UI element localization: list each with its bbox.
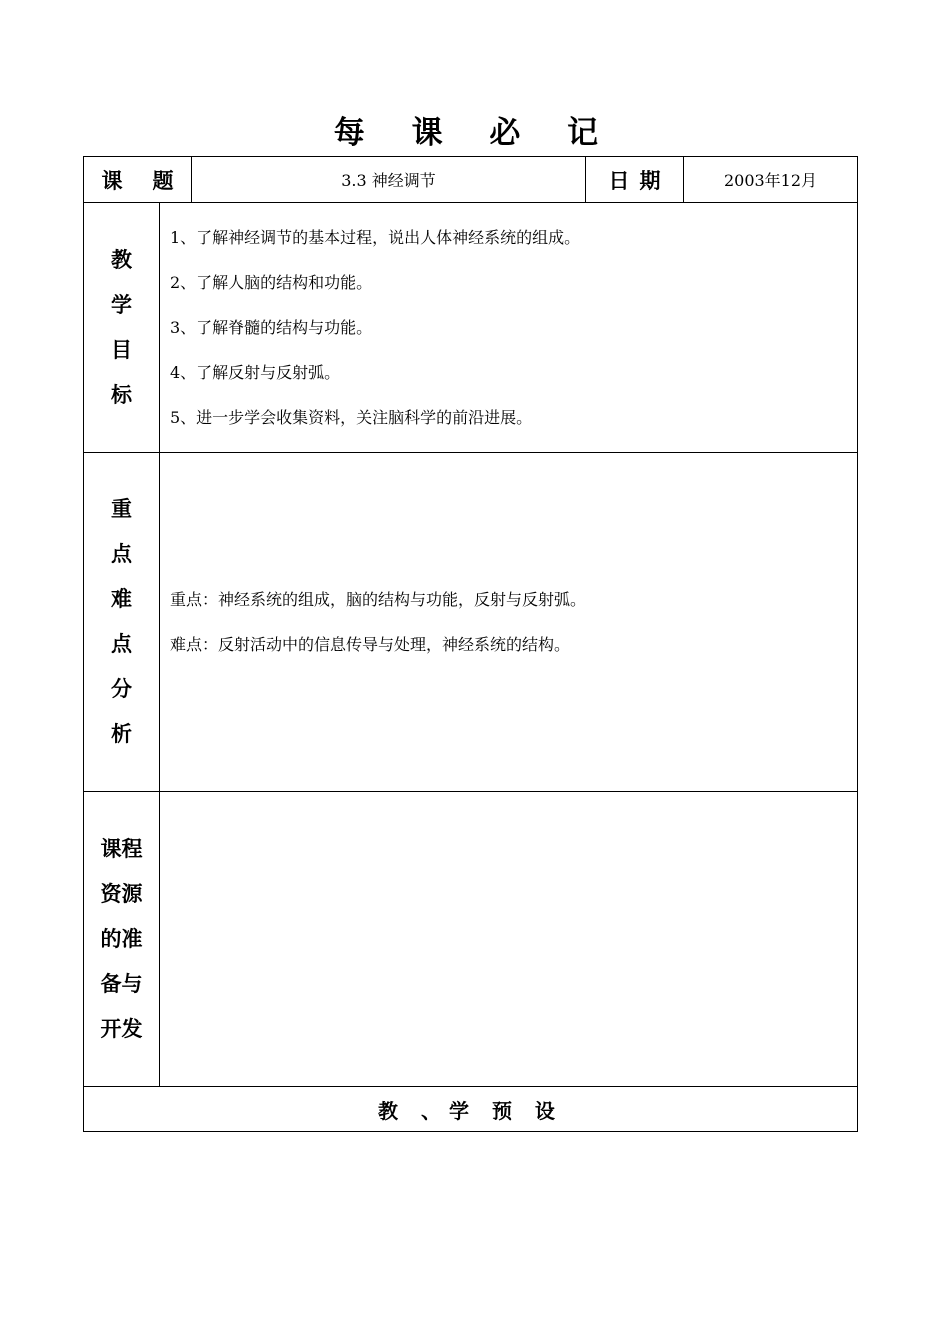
teaching-plan-heading: 教 、学 预 设 xyxy=(84,1087,858,1132)
resources-label xyxy=(84,792,160,1087)
header-row xyxy=(84,157,858,203)
resources-label-line: 资源 xyxy=(100,881,143,906)
key-points-label-char: 分 xyxy=(111,677,132,701)
resources-row xyxy=(84,792,858,1087)
objective-item: 4、了解反射与反射弧。 xyxy=(170,363,341,382)
objective-item: 1、了解神经调节的基本过程，说出人体神经系统的组成。 xyxy=(170,228,581,247)
objective-item: 2、了解人脑的结构和功能。 xyxy=(170,273,373,292)
objectives-label-char: 教 xyxy=(111,247,132,272)
objective-item: 3、了解脊髓的结构与功能。 xyxy=(170,318,373,337)
key-point-focus: 重点：神经系统的组成，脑的结构与功能，反射与反射弧。 xyxy=(170,590,587,609)
resources-label-line: 备与 xyxy=(100,971,143,996)
topic-label xyxy=(84,157,192,203)
date-label: 日期 xyxy=(586,157,684,203)
key-points-label xyxy=(84,453,160,792)
objectives-label-char: 目 xyxy=(111,337,132,362)
objectives-label xyxy=(84,203,160,453)
page-title: 每 课 必 记 xyxy=(333,115,617,151)
key-points-label-char: 点 xyxy=(111,542,132,566)
topic-label-char-1: 课 xyxy=(101,168,123,193)
objectives-label-char: 学 xyxy=(111,292,132,317)
key-points-row xyxy=(84,453,858,792)
lesson-record-table xyxy=(83,156,858,1132)
resources-label-line: 的准 xyxy=(100,926,143,951)
topic-value: 3.3 神经调节 xyxy=(192,157,586,203)
resources-content xyxy=(160,792,858,1087)
key-points-content xyxy=(160,453,858,792)
objective-item: 5、进一步学会收集资料，关注脑科学的前沿进展。 xyxy=(170,408,533,427)
topic-label-char-2: 题 xyxy=(152,168,174,193)
resources-label-line: 课程 xyxy=(100,836,143,861)
key-points-label-char: 点 xyxy=(111,632,132,656)
footer-row xyxy=(84,1087,858,1132)
key-points-label-char: 难 xyxy=(111,587,132,611)
objectives-label-char: 标 xyxy=(111,382,132,407)
key-point-difficulty: 难点：反射活动中的信息传导与处理，神经系统的结构。 xyxy=(170,635,571,654)
objectives-row xyxy=(84,203,858,453)
date-value: 2003年12月 xyxy=(684,157,858,203)
objectives-content xyxy=(160,203,858,453)
key-points-label-char: 重 xyxy=(111,497,132,521)
resources-label-line: 开发 xyxy=(100,1016,143,1041)
key-points-label-char: 析 xyxy=(111,722,132,746)
